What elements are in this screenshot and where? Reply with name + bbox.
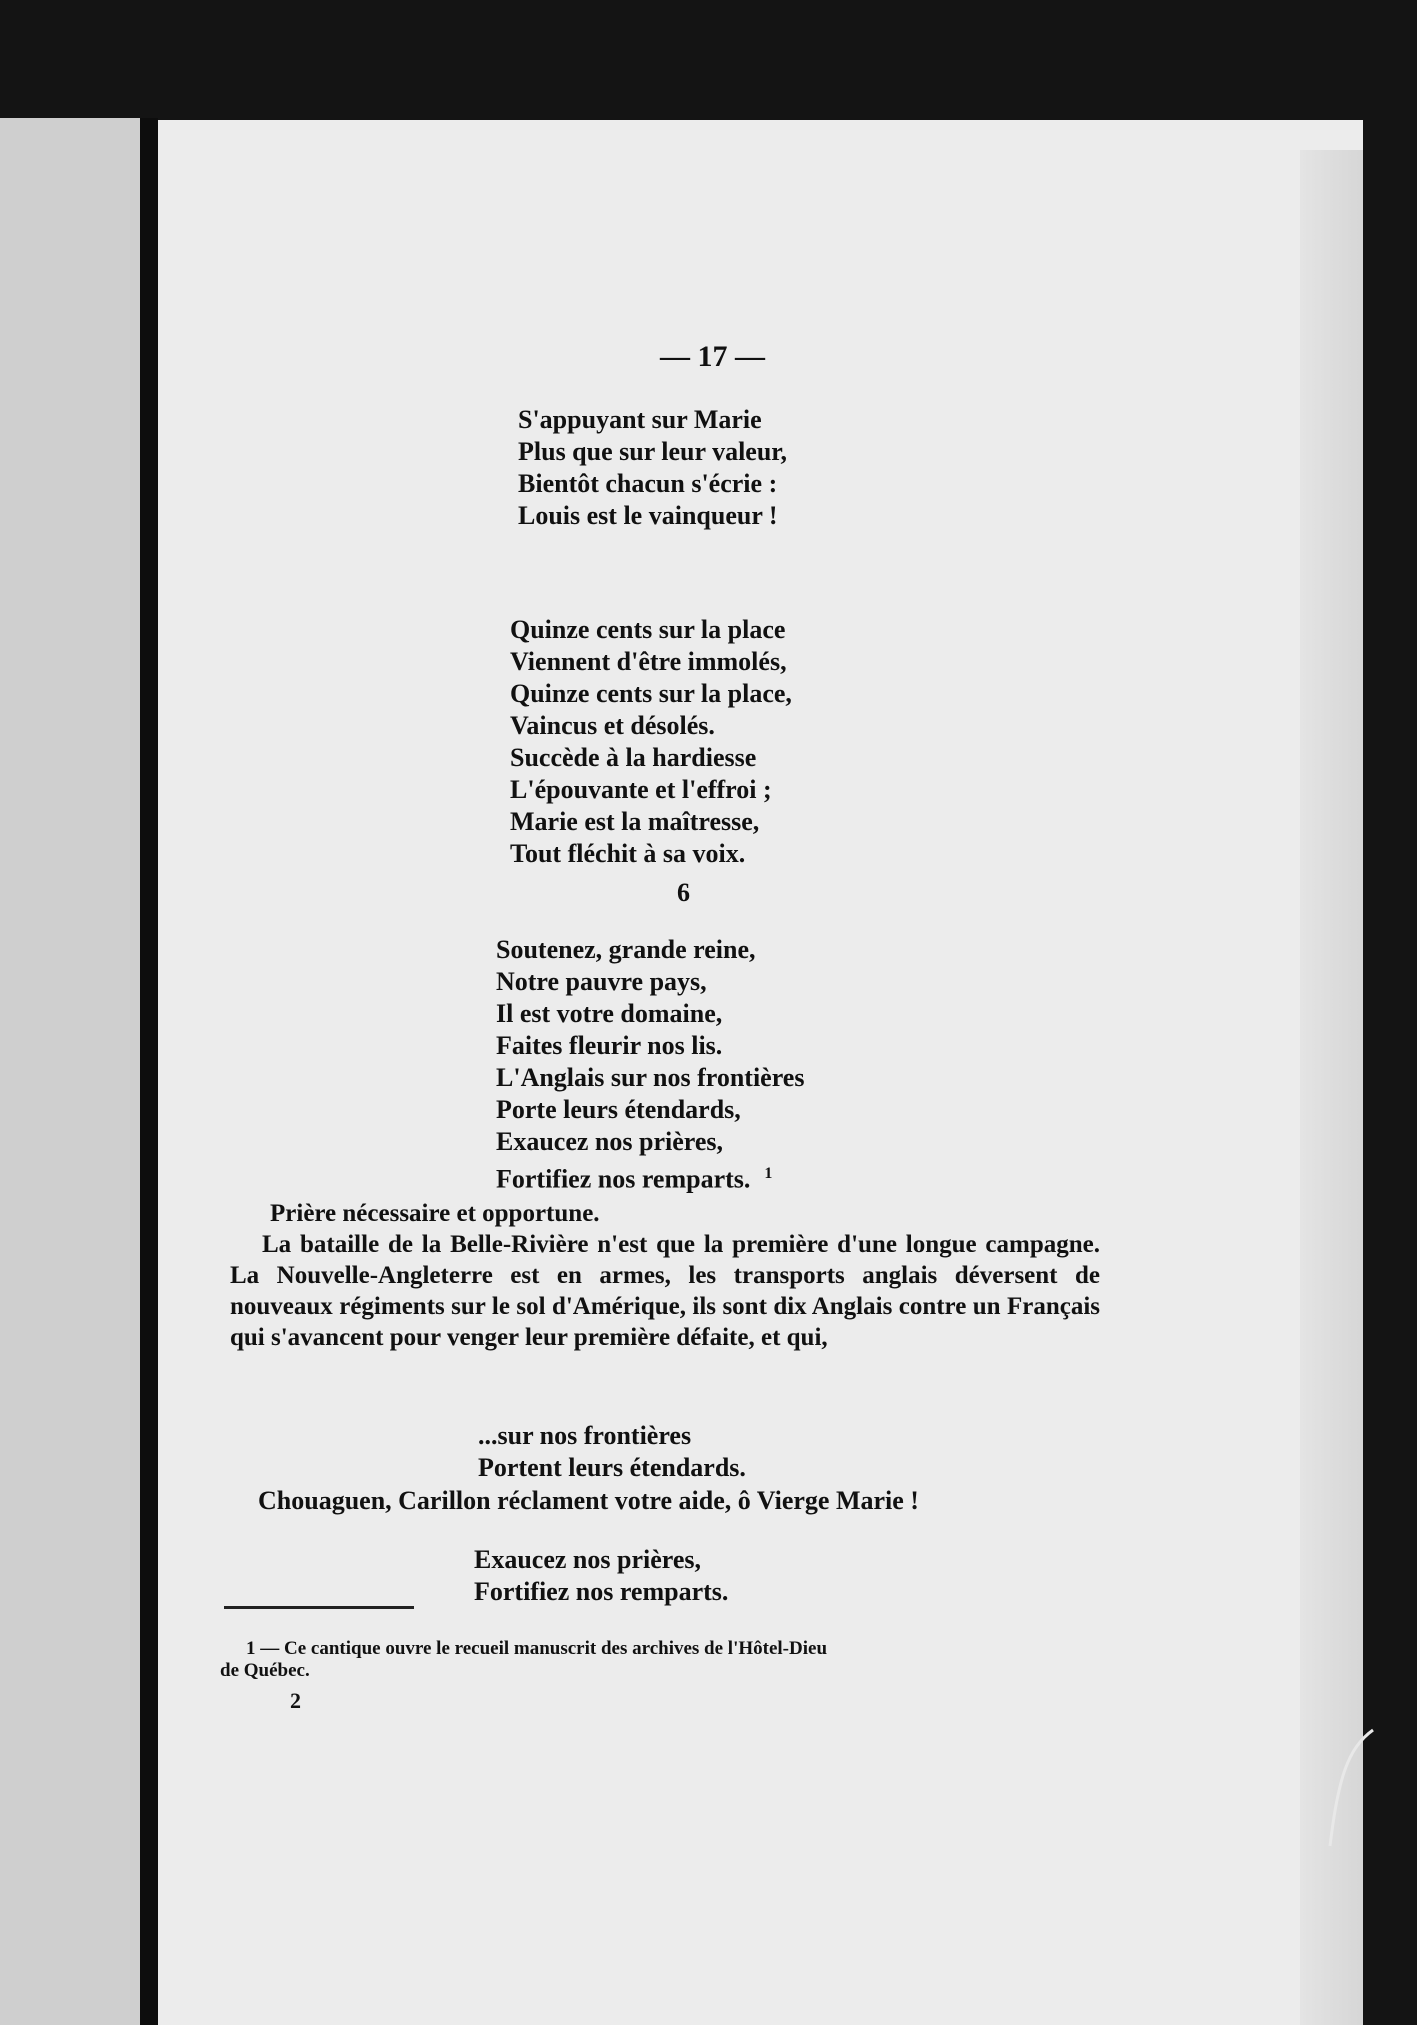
- verse-line: Faites fleurir nos lis.: [496, 1031, 723, 1060]
- prose-body: [230, 1198, 1100, 1353]
- verse-line: Fortifiez nos remparts.: [474, 1577, 729, 1606]
- quoted-verse: [478, 1420, 746, 1484]
- prose-line: Chouaguen, Carillon réclament votre aide, ô Vierge Marie !: [258, 1486, 919, 1515]
- verse-line: Notre pauvre pays,: [496, 967, 707, 996]
- verse-line: ...sur nos frontières: [478, 1421, 692, 1450]
- verse-line: Quinze cents sur la place: [510, 615, 786, 644]
- verse-line: Succède à la hardiesse: [510, 743, 757, 772]
- verse-stanza-6: [496, 934, 804, 1196]
- signature-mark: 2: [290, 1688, 301, 1713]
- footnote-divider: [224, 1606, 414, 1609]
- verse-line: Bientôt chacun s'écrie :: [518, 469, 778, 498]
- verse-stanza-2: [510, 614, 792, 870]
- verse-stanza-1: [518, 404, 787, 532]
- verse-line: Plus que sur leur valeur,: [518, 437, 787, 466]
- verse-line: L'Anglais sur nos frontières: [496, 1063, 805, 1092]
- verse-line: Soutenez, grande reine,: [496, 935, 756, 964]
- adjacent-page: [0, 118, 148, 2025]
- footnote-line: 1 — Ce cantique ouvre le recueil manuscrit des archives de l'Hôtel-Dieu: [246, 1638, 828, 1659]
- verse-line-text: Fortifiez nos remparts.: [496, 1164, 751, 1194]
- footnote-line: de Québec.: [220, 1660, 310, 1681]
- binding-gutter: [140, 118, 158, 2025]
- stanza-number: 6: [677, 878, 690, 907]
- closing-verse: [474, 1544, 728, 1608]
- prose-paragraph: Prière nécessaire et opportune.: [270, 1200, 600, 1227]
- verse-line: Tout fléchit à sa voix.: [510, 839, 746, 868]
- verse-line: Marie est la maîtresse,: [510, 807, 760, 836]
- scan-artifact-curve: [1318, 1728, 1378, 1848]
- verse-line: Exaucez nos prières,: [496, 1127, 723, 1156]
- verse-line: Louis est le vainqueur !: [518, 501, 778, 530]
- verse-line: Vaincus et désolés.: [510, 711, 715, 740]
- verse-line-with-note: [496, 1158, 804, 1196]
- verse-line: Porte leurs étendards,: [496, 1095, 741, 1124]
- verse-line: Il est votre domaine,: [496, 999, 723, 1028]
- verse-line: S'appuyant sur Marie: [518, 405, 762, 434]
- verse-line: Exaucez nos prières,: [474, 1545, 701, 1574]
- prose-paragraph: La bataille de la Belle-Rivière n'est que la première d'une longue campagne. La Nouvelle-Angleterre est en armes, les transports anglais déversent de nouveaux régiments sur le sol d'Amérique, ils sont dix Anglais contre un Français qui s'avancent pour venger leur première défaite, et qui,: [230, 1231, 1100, 1351]
- verse-line: L'épouvante et l'effroi ;: [510, 775, 772, 804]
- footnote: [220, 1638, 1120, 1682]
- verse-line: Portent leurs étendards.: [478, 1453, 746, 1482]
- verse-line: Viennent d'être immolés,: [510, 647, 787, 676]
- footnote-reference: 1: [764, 1165, 773, 1182]
- page-number: — 17 —: [660, 340, 765, 373]
- verse-line: Quinze cents sur la place,: [510, 679, 792, 708]
